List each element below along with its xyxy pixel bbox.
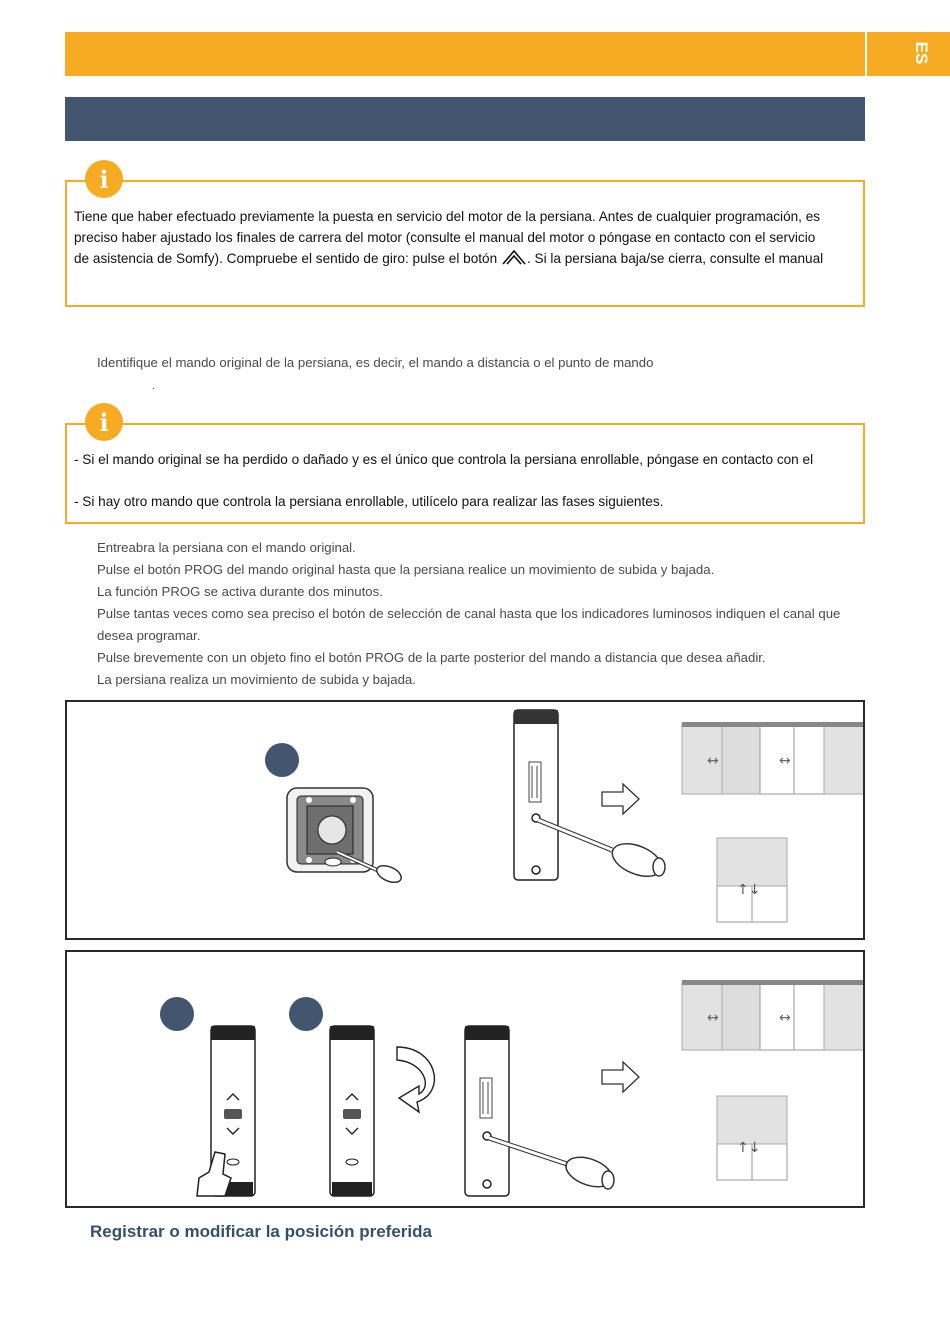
steps-list [97,537,867,691]
step-text: Entreabra la persiana con el mando original. [97,540,356,555]
up-chevron-icon [501,248,527,266]
step-text: Pulse el botón PROG del mando original hasta que la persiana realice un movimiento de subida y bajada. [97,562,715,577]
step-badge [289,997,323,1031]
svg-text:↔: ↔ [707,753,719,769]
svg-text:↑↓: ↑↓ [737,1140,761,1156]
illustration-frame-1 [65,700,865,940]
step-badge [160,997,194,1031]
window-shutters-open [682,722,863,794]
arrow-right-icon [602,1062,639,1092]
note2-line-2: - Si hay otro mando que controla la persiana enrollable, utilícelo para realizar las fases siguientes. [74,494,664,509]
step-text: desea programar. [97,628,201,643]
language-label: ES [912,41,931,65]
illustration-1 [67,702,863,938]
info-icon: i [85,160,123,198]
step-badge [265,743,299,777]
intro-line-1: Identifique el mando original de la persiana, es decir, el mando a distancia o el punto de mando [97,355,654,370]
note-line: de asistencia de Somfy). Compruebe el sentido de giro: pulse el botón [74,251,498,266]
note2-line-1: - Si el mando original se ha perdido o dañado y es el único que controla la persiana enrollable, póngase en contacto con el [74,452,814,467]
illustration-frame-2 [65,950,865,1208]
window-rolling-shutter [717,838,787,922]
remote-front [330,1026,374,1196]
svg-text:↔: ↔ [779,753,791,769]
window-rolling-shutter [717,1096,787,1180]
remote-back [514,710,558,880]
remote-back [465,1026,509,1196]
section-header-bar [65,97,865,141]
step-text: Pulse tantas veces como sea preciso el botón de selección de canal hasta que los indicadores luminosos indiquen el canal que [97,606,841,621]
svg-text:↑↓: ↑↓ [737,882,761,898]
svg-text:↔: ↔ [779,1010,791,1026]
illustration-2 [67,952,863,1206]
step-text: Pulse brevemente con un objeto fino el botón PROG de la parte posterior del mando a distancia que desea añadir. [97,650,766,665]
section-title: Registrar o modificar la posición preferida [90,1222,432,1241]
intro-line-2: . [152,381,155,392]
arrow-right-icon [602,784,639,814]
wall-switch [287,788,373,872]
note-line: Tiene que haber efectuado previamente la puesta en servicio del motor de la persiana. Antes de cualquier programación, es [74,209,821,224]
note-line: preciso haber ajustado los finales de carrera del motor (consulte el manual del motor o póngase en contacto con el servicio [74,230,816,245]
window-shutters-open [682,980,863,1050]
info-note-1-text [74,206,864,269]
rotate-arrow-icon [397,1047,434,1112]
step-text: La función PROG se activa durante dos minutos. [97,584,383,599]
svg-text:↔: ↔ [707,1010,719,1026]
info-icon: i [85,403,123,441]
note-line: . Si la persiana baja/se cierra, consulte el manual [526,251,824,266]
step-text: La persiana realiza un movimiento de subida y bajada. [97,672,416,687]
header-orange-bar [65,32,865,76]
